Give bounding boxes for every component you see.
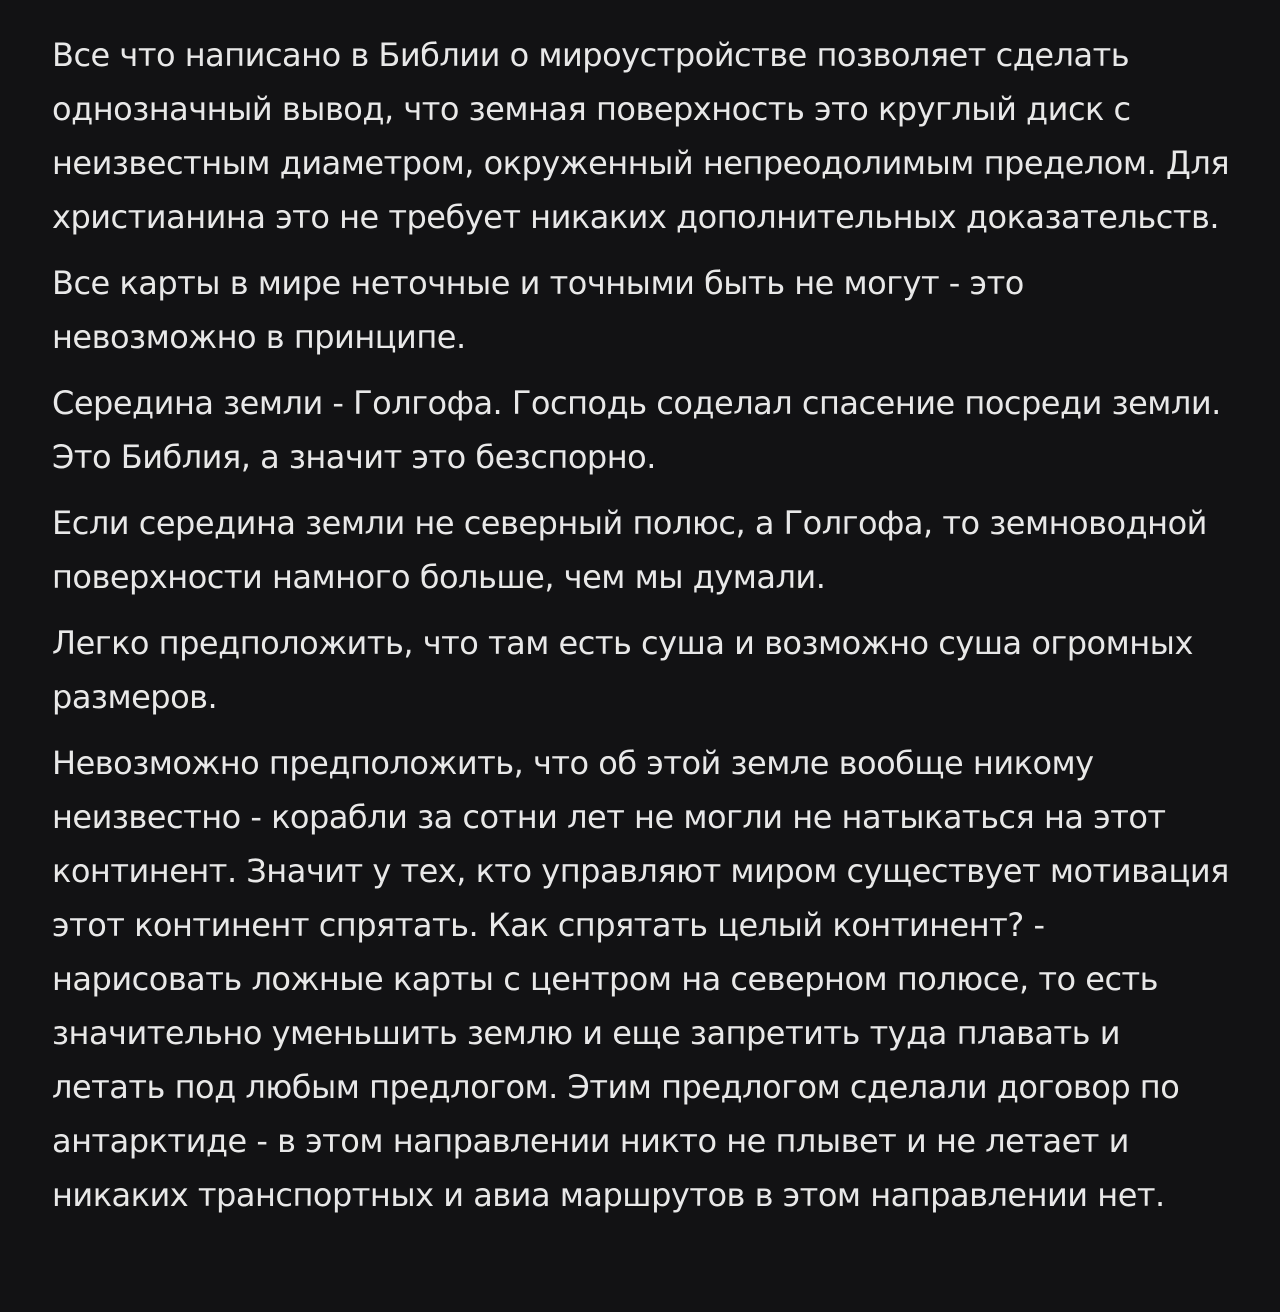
message-paragraph-1: Все что написано в Библии о мироустройстве позволяет сделать однозначный вывод, что земная поверхность это круглый диск с неизвестным диаметром, окруженный непреодолимым пределом. Для христианина это не требует никаких дополнительных доказательств. [52,36,1230,236]
message-paragraph-2: Все карты в мире неточные и точными быть не могут - это невозможно в принципе. [52,264,1024,356]
message-text [52,28,1232,1222]
message-paragraph-5: Легко предположить, что там есть суша и возможно суша огромных размеров. [52,624,1193,716]
message-paragraph-6: Невозможно предположить, что об этой земле вообще никому неизвестно - корабли за сотни лет не могли не натыкаться на этот континент. Значит у тех, кто управляют миром существует мотивация этот континент спрятать. Как спрятать целый континент? - нарисовать ложные карты с центром на северном полюсе, то есть значительно уменьшить землю и еще запретить туда плавать и летать под любым предлогом. Этим предлогом сделали договор по антарктиде - в этом направлении никто не плывет и не летает и никаких транспортных и авиа маршрутов в этом направлении нет. [52,744,1229,1214]
message-paragraph-4: Если середина земли не северный полюс, а Голгофа, то земноводной поверхности намного больше, чем мы думали. [52,504,1207,596]
message-paragraph-3: Середина земли - Голгофа. Господь соделал спасение посреди земли. Это Библия, а значит это безспорно. [52,384,1221,476]
